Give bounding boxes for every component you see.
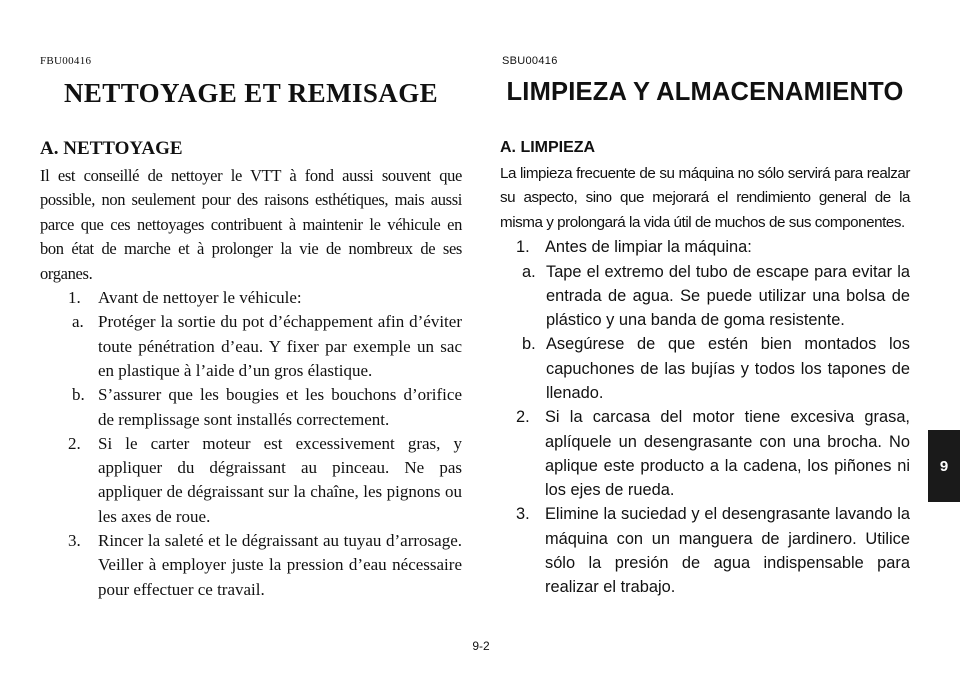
list-item [72,383,462,432]
list-number: 1. [68,288,81,308]
cleaning-section [500,134,910,600]
list-item [516,235,910,259]
list-number: 1. [516,238,530,257]
list-number: 3. [68,531,81,550]
cleaning-section [40,134,462,602]
list-item [516,502,910,599]
section-code: SBU00416 [502,55,558,67]
list-number: 2. [516,408,530,427]
page-title: LIMPIEZA Y ALMACENAMIENTO [506,78,904,106]
list-text: Rincer la saleté et le dégraissant au tuyau d’arrosage. Veiller à employer juste la pression d’eau nécessaire pour effectuer ce travail. [98,531,462,599]
intro-paragraph: La limpieza frecuente de su máquina no sólo servirá para realzar su aspecto, sino que mejorará el rendimiento general de la misma y prolongará la vida útil de muchos de sus componentes. [500,165,910,231]
list-item [68,529,462,602]
list-number: b. [522,335,536,354]
list-text: Si la carcasa del motor tiene excesiva grasa, aplíquele un desengrasante con una brocha. No aplique este producto a la cadena, los piñones ni los ejes de rueda. [545,408,910,500]
list-item [516,405,910,502]
list-text: Elimine la suciedad y el desengrasante lavando la máquina con un manguera de jardinero. Utilice sólo la presión de agua indispensable para realizar el trabajo. [545,505,910,597]
list-text: Antes de limpiar la máquina: [545,238,752,257]
list-item [72,310,462,383]
chapter-tab: 9 [928,430,960,502]
list-number: a. [522,262,536,281]
list-text: Asegúrese de que estén bien montados los capuchones de las bujías y todos los tapones de llenado. [546,335,910,402]
list-number: b. [72,385,85,405]
section-heading: A. LIMPIEZA [500,139,596,156]
list-number: a. [72,312,84,332]
list-number: 2. [68,433,81,453]
list-text: S’assurer que les bougies et les bouchons d’orifice de remplissage sont installés correctement. [98,385,462,429]
list-item [522,260,910,333]
list-number: 3. [516,505,530,524]
list-text: Protéger la sortie du pot d’échappement afin d’éviter toute pénétration d’eau. Y fixer par exemple un sac en plastique à l’aide d’un gros élastique. [98,312,462,380]
list-item [522,332,910,405]
list-text: Si le carter moteur est excessivement gras, y appliquer du dégraissant au pinceau. Ne pas appliquer de dégraissant sur la chaîne, les pignons ou les axes de roue. [98,433,462,526]
section-code: FBU00416 [40,55,92,67]
page-title: NETTOYAGE ET REMISAGE [63,78,439,108]
list-item [68,432,462,529]
list-text: Tape el extremo del tubo de escape para evitar la entrada de agua. Se puede utilizar una bolsa de plástico y una banda de goma resistente. [546,262,910,330]
list-item [68,286,462,310]
intro-paragraph: Il est conseillé de nettoyer le VTT à fond aussi souvent que possible, non seulement pour des raisons esthétiques, mais aussi parce que ces nettoyages contribuent à maintenir le véhicule en bon état de marche et à prolonger la vie de nombreux de ses organes. [40,166,462,283]
list-text: Avant de nettoyer le véhicule: [98,288,302,308]
page-number: 9-2 [472,639,490,653]
section-heading: A. NETTOYAGE [40,138,183,159]
